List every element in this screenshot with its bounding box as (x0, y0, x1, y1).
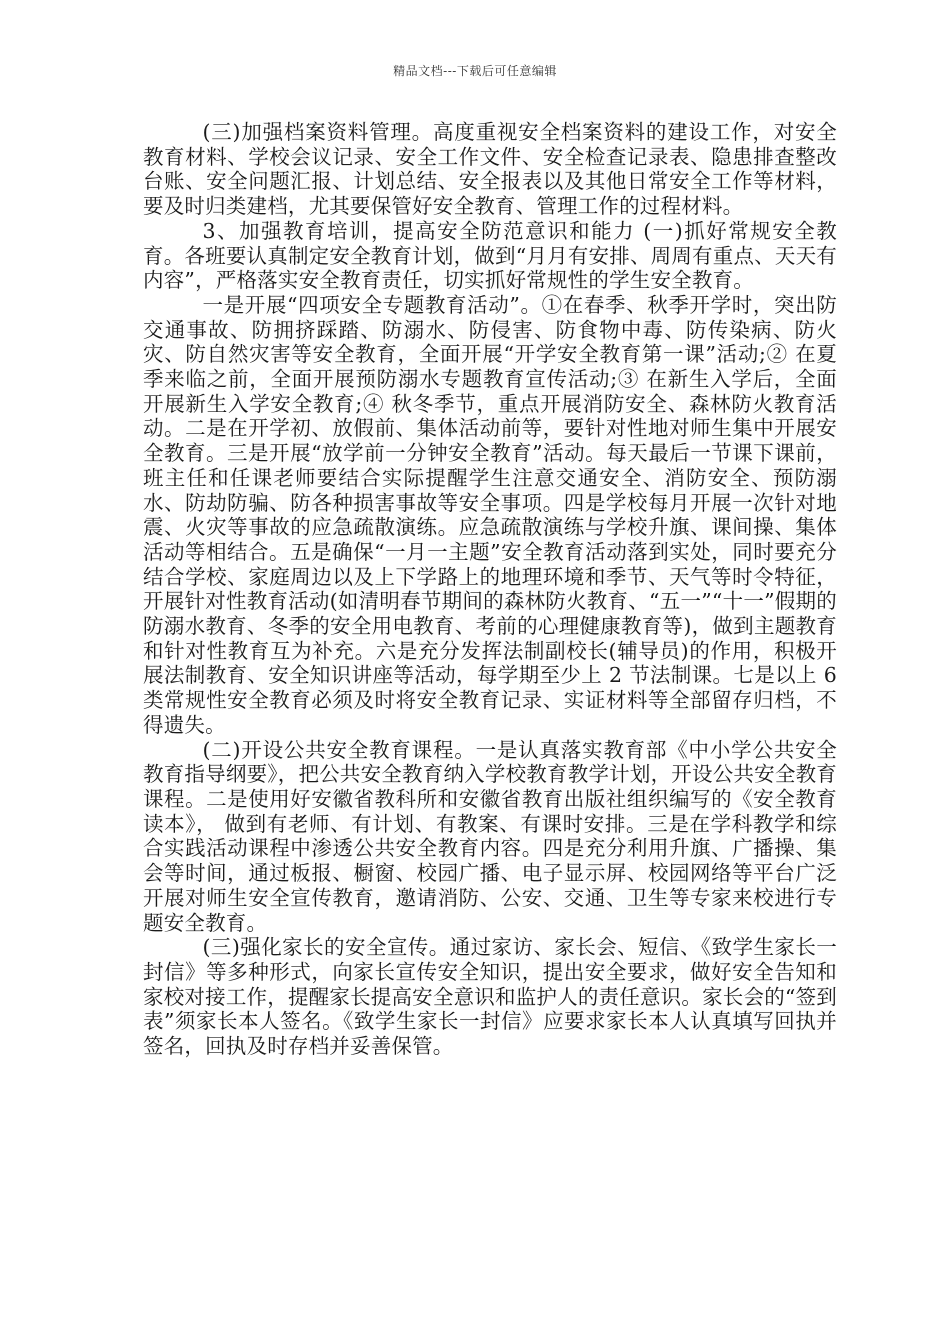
document-body (143, 120, 837, 1059)
paragraph-special-activities: 一是开展“四项安全专题教育活动”。①在春季、秋季开学时，突出防交通事故、防拥挤踩踏、防溺水、防侵害、防食物中毒、防传染病、防火灾、防自然灾害等安全教育，全面开展“开学安全教育第一课”活动;② 在夏季来临之前，全面开展预防溺水专题教育宣传活动;③ 在新生入学后，全面开展新生入学安全教育;④ 秋冬季节，重点开展消防安全、森林防火教育活动。二是在开学初、放假前、集体活动前等，要针对性地对师生集中开展安全教育。三是开展“放学前一分钟安全教育”活动。每天最后一节课下课前，班主任和任课老师要结合实际提醒学生注意交通安全、消防安全、预防溺水、防劫防骗、防各种损害事故等安全事项。四是学校每月开展一次针对地震、火灾等事故的应急疏散演练。应急疏散演练与学校升旗、课间操、集体活动等相结合。五是确保“一月一主题”安全教育活动落到实处，同时要充分结合学校、家庭周边以及上下学路上的地理环境和季节、天气等时令特征，开展针对性教育活动(如清明春节期间的森林防火教育、“五一”“十一”假期的防溺水教育、冬季的安全用电教育、考前的心理健康教育等)，做到主题教育和针对性教育互为补充。六是充分发挥法制副校长(辅导员)的作用，积极开展法制教育、安全知识讲座等活动，每学期至少上 2 节法制课。七是以上 6 类常规性安全教育必须及时将安全教育记录、实证材料等全部留存归档，不得遗失。 (143, 292, 837, 737)
paragraph-parent-publicity: (三)强化家长的安全宣传。通过家访、家长会、短信、《致学生家长一封信》等多种形式，向家长宣传安全知识，提出安全要求，做好安全告知和家校对接工作，提醒家长提高安全意识和监护人的责任意识。家长会的“签到表”须家长本人签名。《致学生家长一封信》应要求家长本人认真填写回执并签名，回执及时存档并妥善保管。 (143, 935, 837, 1059)
page-header: 精品文档---下载后可任意编辑 (393, 64, 557, 78)
paragraph-archive-management: (三)加强档案资料管理。高度重视安全档案资料的建设工作，对安全教育材料、学校会议记录、安全工作文件、安全检查记录表、隐患排查整改台账、安全问题汇报、计划总结、安全报表以及其他日常安全工作等材料，要及时归类建档，尤其要保管好安全教育、管理工作的过程材料。 (143, 120, 837, 219)
paragraph-public-safety-course: (二)开设公共安全教育课程。一是认真落实教育部《中小学公共安全教育指导纲要》，把公共安全教育纳入学校教育教学计划，开设公共安全教育课程。二是使用好安徽省教科所和安徽省教育出版社组织编写的《安全教育读本》， 做到有老师、有计划、有教案、有课时安排。三是在学科教学和综合实践活动课程中渗透公共安全教育内容。四是充分利用升旗、广播操、集会等时间，通过板报、橱窗、校园广播、电子显示屏、校园网络等平台广泛开展对师生安全宣传教育，邀请消防、公安、交通、卫生等专家来校进行专题安全教育。 (143, 737, 837, 935)
paragraph-education-training: 3、加强教育培训，提高安全防范意识和能力 (一)抓好常规安全教育。各班要认真制定安全教育计划，做到“月月有安排、周周有重点、天天有内容”，严格落实安全教育责任，切实抓好常规性的学生安全教育。 (143, 218, 837, 293)
